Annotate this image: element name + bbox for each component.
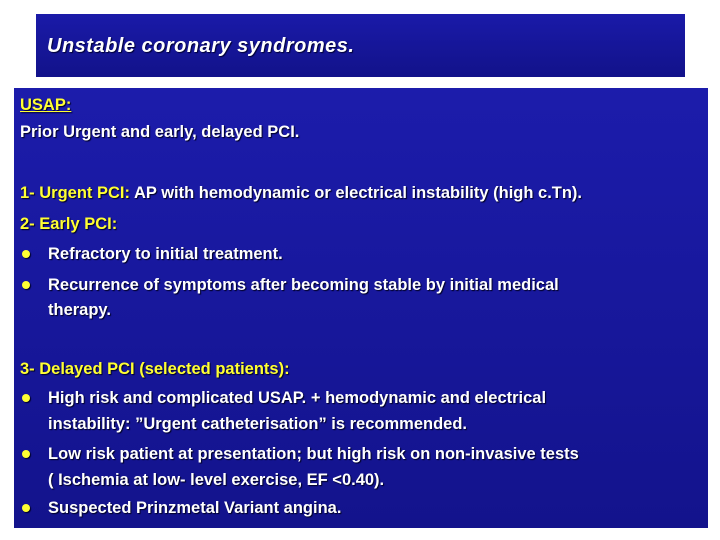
- slide-title: Unstable coronary syndromes.: [47, 35, 355, 57]
- item-2-label: 2- Early PCI:: [20, 215, 118, 233]
- bullet-icon: [22, 281, 30, 289]
- title-banner: [36, 14, 685, 77]
- bullet-text: Recurrence of symptoms after becoming stable by initial medical: [48, 276, 559, 294]
- bullet-text: High risk and complicated USAP. + hemodynamic and electrical: [48, 389, 547, 407]
- item-1-label: 1- Urgent PCI:: [20, 184, 134, 202]
- bullet-text: Low risk patient at presentation; but high risk on non-invasive tests: [48, 445, 579, 463]
- item-2-bullet-2-cont: therapy.: [48, 301, 111, 319]
- bullet-icon: [22, 250, 30, 258]
- item-3-label: 3- Delayed PCI (selected patients):: [20, 360, 290, 378]
- bullet-icon: [22, 394, 30, 402]
- content-panel: [14, 88, 708, 528]
- item-3-bullet-1-cont: instability: ”Urgent catheterisation” is recommended.: [48, 415, 468, 433]
- bullet-text: Refractory to initial treatment.: [48, 245, 283, 263]
- item-1: [20, 183, 582, 203]
- bullet-icon: [22, 504, 30, 512]
- usap-text: Prior Urgent and early, delayed PCI.: [20, 123, 300, 141]
- item-1-text: AP with hemodynamic or electrical instability (high c.Tn).: [133, 184, 583, 202]
- item-3-bullet-2-cont: ( Ischemia at low- level exercise, EF <0.40).: [48, 471, 385, 489]
- bullet-icon: [22, 450, 30, 458]
- usap-heading: USAP:: [20, 96, 72, 114]
- bullet-text: Suspected Prinzmetal Variant angina.: [48, 499, 342, 517]
